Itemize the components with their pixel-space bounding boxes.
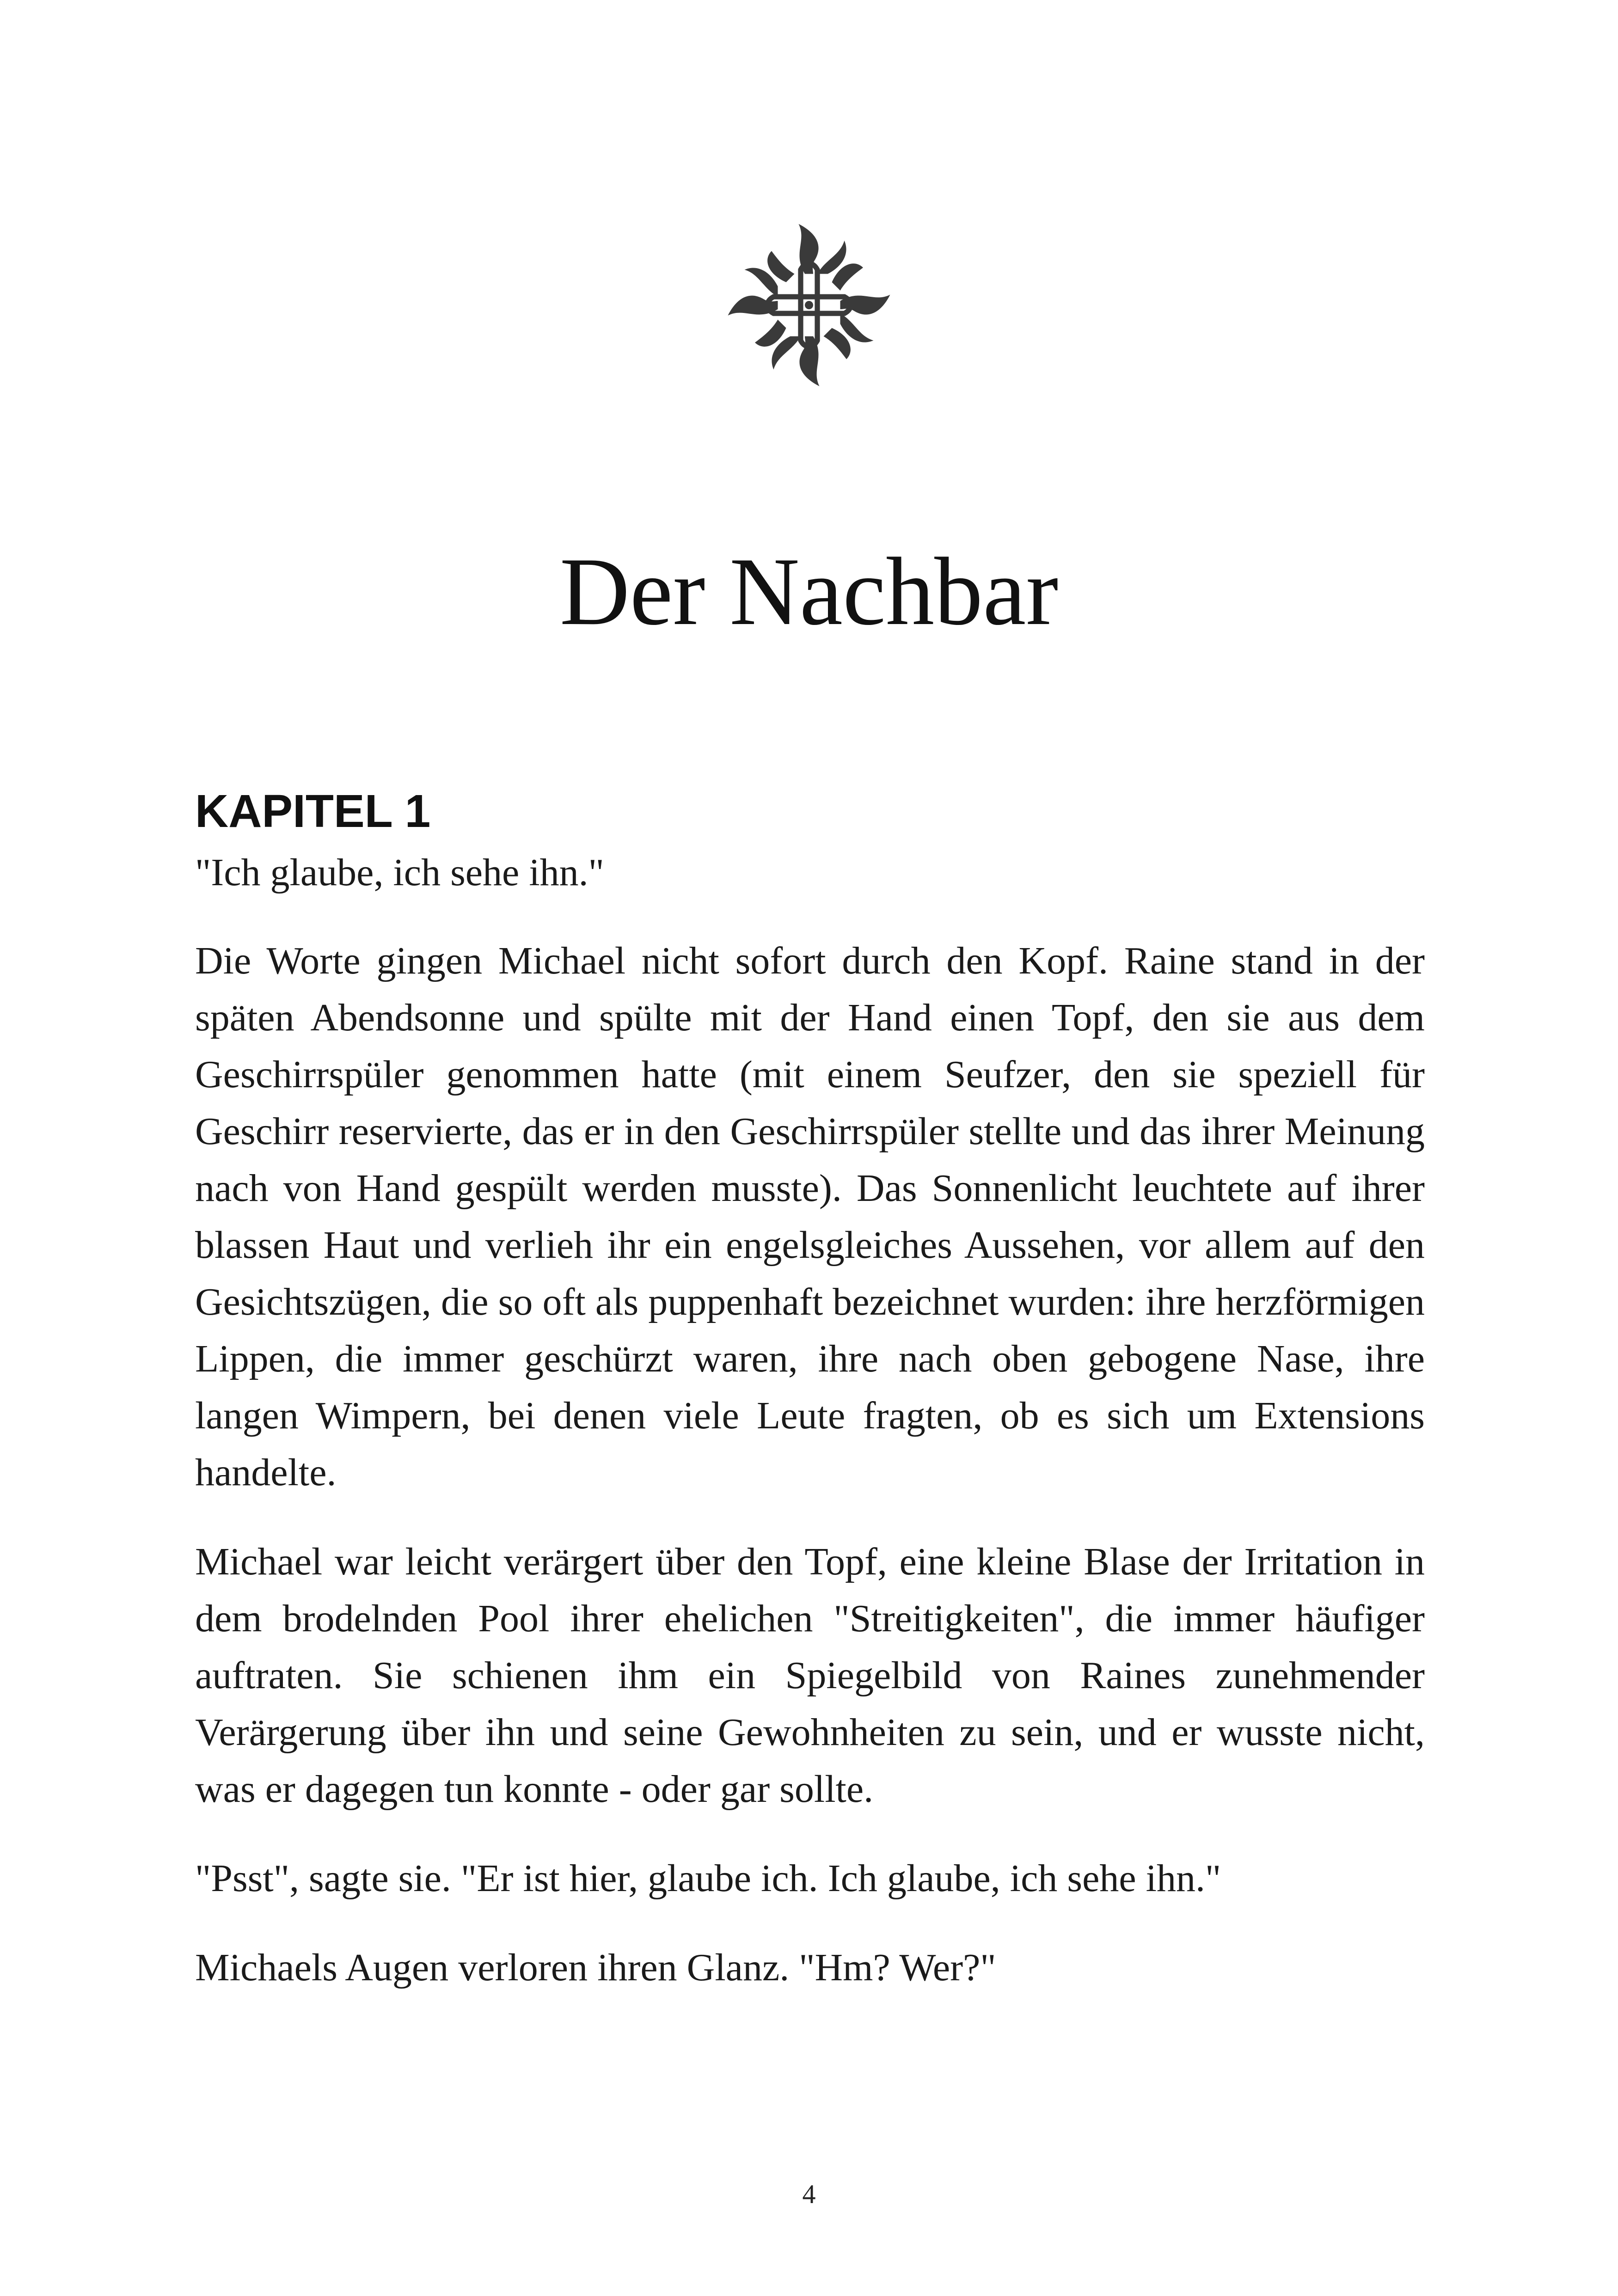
paragraph: Die Worte gingen Michael nicht sofort durch den Kopf. Raine stand in der späten Abendsonne und spülte mit der Hand einen Topf, den sie aus dem Geschirrspüler genommen hatte (mit einem Seufzer, den sie speziell für Geschirr reservierte, das er in den Geschirrspüler stellte und das ihrer Meinung nach von Hand gespült werden musste). Das Sonnenlicht leuchtete auf ihrer blassen Haut und verlieh ihr ein engelsgleiches Aussehen, vor allem auf den Gesichtszügen, die so oft als puppenhaft bezeichnet wurden: ihre herzförmigen Lippen, die immer geschürzt waren, ihre nach oben gebogene Nase, ihre langen Wimpern, bei denen viele Leute fragten, ob es sich um Extensions handelte.	[195, 939, 1425, 1494]
chapter-content	[195, 781, 1425, 2028]
paragraph: Michaels Augen verloren ihren Glanz. "Hm? Wer?"	[195, 1946, 996, 1989]
page-number: 4	[802, 2179, 816, 2209]
paragraph: Michael war leicht verärgert über den Topf, eine kleine Blase der Irritation in dem brodelnden Pool ihrer ehelichen "Streitigkeiten", die immer häufiger auftraten. Sie schienen ihm ein Spiegelbild von Raines zunehmender Verärgerung über ihn und seine Gewohnheiten zu sein, und er wusste nicht, was er dagegen tun konnte - oder gar sollte.	[195, 1540, 1425, 1811]
paragraph: "Ich glaube, ich sehe ihn."	[195, 851, 604, 894]
chapter-heading: KAPITEL 1	[195, 785, 431, 837]
book-title: Der Nachbar	[559, 538, 1059, 645]
paragraph: "Psst", sagte sie. "Er ist hier, glaube ich. Ich glaube, ich sehe ihn."	[195, 1857, 1221, 1900]
celtic-knot-ornament-icon	[705, 199, 913, 411]
